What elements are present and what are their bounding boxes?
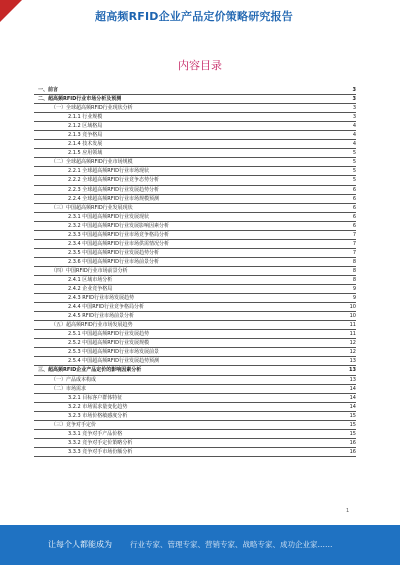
footer-slogan: 让每个人都能成为 [48, 540, 112, 549]
toc-entry-title: 2.3.6 中国超高频RFID行业市场前景分析 [68, 258, 159, 265]
toc-entry-page: 7 [352, 249, 356, 256]
toc-entry[interactable] [34, 285, 356, 294]
toc-entry-title: （四）中国RFID行业市场前景分析 [51, 267, 128, 274]
toc-entry-page: 5 [352, 159, 356, 166]
toc-entry-title: 2.4.3 RFID行业市场发展趋势 [68, 295, 134, 302]
toc-entry-title: 2.1.3 竞争格局 [68, 132, 103, 139]
toc-entry[interactable] [34, 113, 356, 122]
toc-entry-page: 5 [352, 168, 356, 175]
toc-entry-title: 2.4.1 区域市场分析 [68, 276, 113, 283]
page-number: 1 [346, 508, 350, 514]
toc-entry-page: 16 [349, 448, 356, 455]
toc-entry[interactable] [34, 357, 356, 366]
toc-entry-title: 3.2.2 市场需求量变化趋势 [68, 403, 128, 410]
toc-entry[interactable] [34, 430, 356, 439]
toc-entry[interactable] [34, 176, 356, 185]
toc-entry[interactable] [34, 276, 356, 285]
toc-entry-page: 3 [352, 87, 356, 93]
toc-entry-title: （一）产品成本构成 [51, 376, 97, 383]
toc-entry-page: 11 [349, 331, 356, 338]
toc-entry[interactable] [34, 439, 356, 448]
toc-entry-title: 2.2.2 全球超高频RFID行业竞争态势分析 [68, 177, 159, 184]
toc-entry[interactable] [34, 348, 356, 357]
toc-entry-page: 10 [349, 313, 356, 320]
toc-entry-page: 7 [352, 240, 356, 247]
toc-entry-title: 3.3.1 竞争对手产品价格 [68, 430, 123, 437]
toc-entry-page: 6 [352, 222, 356, 229]
toc-entry-page: 4 [352, 123, 356, 130]
toc-entry-title: 2.4.2 企业竞争格局 [68, 286, 113, 293]
toc-entry-page: 12 [349, 349, 356, 356]
toc-entry[interactable] [34, 385, 356, 394]
toc-entry[interactable] [34, 213, 356, 222]
toc-entry-page: 13 [349, 367, 356, 374]
toc-entry-title: 2.5.1 中国超高频RFID行业发展趋势 [68, 331, 149, 338]
toc-entry-page: 14 [349, 385, 356, 392]
toc-entry-title: 2.3.2 中国超高频RFID行业发展影响因素分析 [68, 222, 169, 229]
toc-entry-page: 14 [349, 394, 356, 401]
toc-entry[interactable] [34, 403, 356, 412]
toc-entry-title: 2.2.4 全球超高频RFID行业市场规模预测 [68, 195, 159, 202]
toc-entry[interactable] [34, 222, 356, 231]
toc-entry[interactable] [34, 421, 356, 430]
toc-entry-title: 2.5.2 中国超高频RFID行业发展规模 [68, 340, 149, 347]
toc-entry[interactable] [34, 303, 356, 312]
toc-entry-page: 3 [352, 96, 356, 103]
toc-entry-page: 6 [352, 186, 356, 193]
toc-entry[interactable] [34, 86, 356, 95]
toc-entry-page: 14 [349, 403, 356, 410]
toc-entry-page: 5 [352, 177, 356, 184]
toc-entry-page: 13 [349, 358, 356, 365]
toc-entry-title: 2.3.1 中国超高频RFID行业发展现状 [68, 213, 149, 220]
toc-entry-title: （五）超高频RFID行业市场发展趋势 [51, 322, 133, 329]
toc-entry-page: 9 [352, 295, 356, 302]
toc-entry-page: 8 [352, 267, 356, 274]
toc-entry-page: 3 [352, 105, 356, 112]
toc-entry[interactable] [34, 330, 356, 339]
toc-entry-title: 2.5.4 中国超高频RFID行业发展趋势预测 [68, 358, 159, 365]
toc-entry-page: 15 [349, 412, 356, 419]
toc-entry[interactable] [34, 122, 356, 131]
toc-entry-page: 11 [349, 322, 356, 329]
toc-entry-title: 2.3.5 中国超高频RFID行业发展趋势分析 [68, 249, 159, 256]
toc-entry-page: 4 [352, 132, 356, 139]
toc-entry[interactable] [34, 95, 356, 104]
toc-entry[interactable] [34, 258, 356, 267]
toc-entry[interactable] [34, 294, 356, 303]
toc-entry[interactable] [34, 366, 356, 375]
toc-entry-title: 3.2.3 市场价格敏感度分析 [68, 412, 128, 419]
toc-entry-title: 2.1.2 区域格局 [68, 123, 103, 130]
toc-entry-page: 9 [352, 286, 356, 293]
toc-entry-page: 4 [352, 141, 356, 148]
toc-entry[interactable] [34, 339, 356, 348]
toc-entry-title: 2.3.3 中国超高频RFID行业市场竞争格局分析 [68, 231, 169, 238]
toc-entry[interactable] [34, 231, 356, 240]
toc-entry-title: 一、前言 [38, 87, 59, 93]
toc-entry-title: 2.2.1 全球超高频RFID行业市场现状 [68, 168, 149, 175]
toc-entry-page: 7 [352, 231, 356, 238]
footer-roles: 行业专家、管理专家、营销专家、战略专家、成功企业家…… [130, 540, 333, 549]
toc-entry[interactable] [34, 149, 356, 158]
toc-entry-title: 3.3.2 竞争对手定价策略分析 [68, 439, 133, 446]
toc-entry-title: （三）竞争对手定价 [51, 421, 97, 428]
toc-entry[interactable] [34, 267, 356, 276]
toc-entry[interactable] [34, 158, 356, 167]
toc-entry-page: 3 [352, 114, 356, 121]
toc-entry-page: 10 [349, 304, 356, 311]
toc-entry[interactable] [34, 412, 356, 421]
toc-entry[interactable] [34, 204, 356, 213]
footer-bar [0, 525, 400, 565]
toc-entry[interactable] [34, 394, 356, 403]
toc-entry-page: 8 [352, 276, 356, 283]
toc-entry[interactable] [34, 240, 356, 249]
toc-entry[interactable] [34, 249, 356, 258]
toc-entry[interactable] [34, 167, 356, 176]
toc-entry[interactable] [34, 376, 356, 385]
toc-heading: 内容目录 [178, 59, 222, 72]
toc-entry-page: 6 [352, 204, 356, 211]
toc-entry-title: 三、超高频RFID企业产品定价的影响因素分析 [38, 367, 142, 374]
toc-entry[interactable] [34, 186, 356, 195]
toc-entry-title: 2.1.5 应用领域 [68, 150, 103, 157]
toc-entry-page: 12 [349, 340, 356, 347]
toc-entry[interactable] [34, 312, 356, 321]
toc-entry[interactable] [34, 140, 356, 149]
toc-entry-title: （三）中国超高频RFID行业发展现状 [51, 204, 133, 211]
toc-entry[interactable] [34, 131, 356, 140]
table-of-contents [34, 86, 356, 457]
toc-entry-title: 二、超高频RFID行业市场分析及预测 [38, 96, 122, 103]
toc-entry-page: 15 [349, 421, 356, 428]
toc-entry-title: （二）全球超高频RFID行业市场规模 [51, 159, 133, 166]
toc-entry-title: （一）全球超高频RFID行业现状分析 [51, 105, 133, 112]
toc-entry-page: 5 [352, 150, 356, 157]
toc-entry[interactable] [34, 195, 356, 204]
document-title: 超高频RFID企业产品定价策略研究报告 [95, 10, 294, 23]
toc-entry-title: 3.2.1 目标客户群体特征 [68, 394, 123, 401]
toc-entry-page: 6 [352, 213, 356, 220]
toc-entry-page: 13 [349, 376, 356, 383]
header-bar [0, 0, 400, 30]
toc-entry-title: 2.2.3 全球超高频RFID行业发展趋势分析 [68, 186, 159, 193]
toc-entry-title: 2.4.4 中国RFID行业竞争格局分析 [68, 304, 144, 311]
toc-entry-title: 2.1.4 技术发展 [68, 141, 103, 148]
toc-entry-page: 16 [349, 439, 356, 446]
toc-entry-page: 8 [352, 258, 356, 265]
toc-entry-page: 6 [352, 195, 356, 202]
toc-entry[interactable] [34, 448, 356, 457]
corner-flag-decoration [0, 0, 22, 22]
toc-entry-page: 15 [349, 430, 356, 437]
toc-entry-title: 2.1.1 行业规模 [68, 114, 103, 121]
toc-entry[interactable] [34, 104, 356, 113]
toc-entry-title: 2.5.3 中国超高频RFID行业市场发展前景 [68, 349, 159, 356]
toc-entry-title: 2.3.4 中国超高频RFID行业市场供需情况分析 [68, 240, 169, 247]
toc-entry-title: （二）市场需求 [51, 385, 87, 392]
toc-entry-title: 3.3.3 竞争对手市场份额分析 [68, 448, 133, 455]
toc-entry[interactable] [34, 321, 356, 330]
toc-entry-title: 2.4.5 RFID行业市场前景分析 [68, 313, 134, 320]
